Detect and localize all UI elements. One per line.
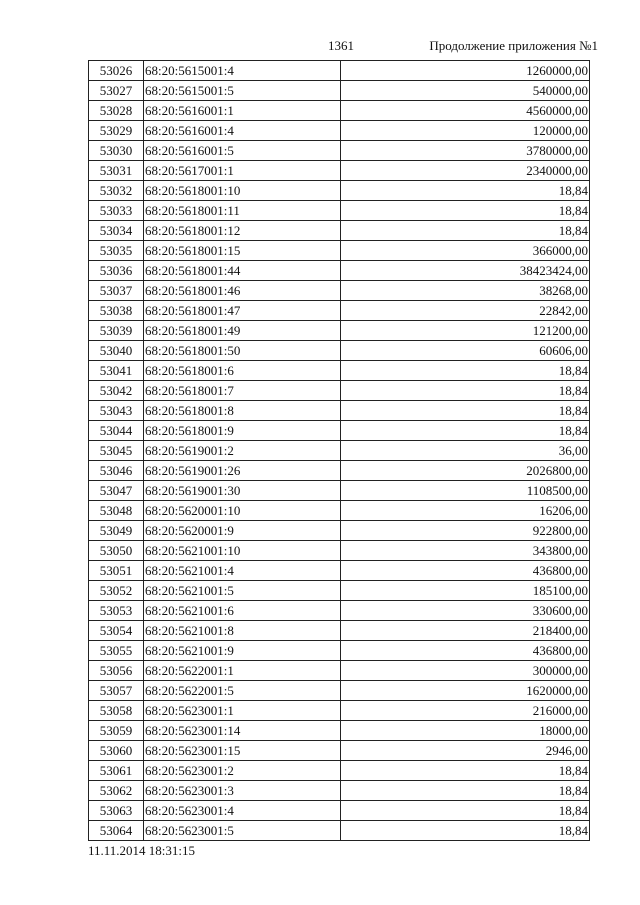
row-number-cell: 53037 xyxy=(89,281,144,301)
row-number-cell: 53060 xyxy=(89,741,144,761)
row-number-cell: 53028 xyxy=(89,101,144,121)
cadastral-number-cell: 68:20:5618001:8 xyxy=(144,401,341,421)
table-row xyxy=(89,61,590,81)
row-number-cell: 53045 xyxy=(89,441,144,461)
table-body xyxy=(89,61,590,841)
table-row xyxy=(89,381,590,401)
row-number-cell: 53064 xyxy=(89,821,144,841)
row-number-cell: 53054 xyxy=(89,621,144,641)
row-number-cell: 53026 xyxy=(89,61,144,81)
row-number-cell: 53056 xyxy=(89,661,144,681)
cadastral-number-cell: 68:20:5618001:12 xyxy=(144,221,341,241)
row-number-cell: 53034 xyxy=(89,221,144,241)
cadastral-number-cell: 68:20:5618001:9 xyxy=(144,421,341,441)
cadastral-number-cell: 68:20:5618001:10 xyxy=(144,181,341,201)
table-row xyxy=(89,561,590,581)
cadastral-number-cell: 68:20:5618001:44 xyxy=(144,261,341,281)
table-row xyxy=(89,661,590,681)
row-number-cell: 53061 xyxy=(89,761,144,781)
cadastral-number-cell: 68:20:5620001:10 xyxy=(144,501,341,521)
row-number-cell: 53046 xyxy=(89,461,144,481)
row-number-cell: 53031 xyxy=(89,161,144,181)
value-cell: 18,84 xyxy=(341,761,590,781)
value-cell: 2340000,00 xyxy=(341,161,590,181)
value-cell: 2946,00 xyxy=(341,741,590,761)
row-number-cell: 53035 xyxy=(89,241,144,261)
value-cell: 218400,00 xyxy=(341,621,590,641)
value-cell: 18,84 xyxy=(341,201,590,221)
row-number-cell: 53049 xyxy=(89,521,144,541)
row-number-cell: 53030 xyxy=(89,141,144,161)
value-cell: 436800,00 xyxy=(341,641,590,661)
table-row xyxy=(89,641,590,661)
table-row xyxy=(89,321,590,341)
cadastral-number-cell: 68:20:5621001:10 xyxy=(144,541,341,561)
value-cell: 300000,00 xyxy=(341,661,590,681)
table-row xyxy=(89,261,590,281)
table-row xyxy=(89,681,590,701)
page-header xyxy=(0,38,640,58)
cadastral-number-cell: 68:20:5618001:46 xyxy=(144,281,341,301)
value-cell: 4560000,00 xyxy=(341,101,590,121)
cadastral-number-cell: 68:20:5619001:30 xyxy=(144,481,341,501)
row-number-cell: 53040 xyxy=(89,341,144,361)
row-number-cell: 53050 xyxy=(89,541,144,561)
cadastral-number-cell: 68:20:5616001:1 xyxy=(144,101,341,121)
cadastral-number-cell: 68:20:5618001:11 xyxy=(144,201,341,221)
cadastral-number-cell: 68:20:5621001:5 xyxy=(144,581,341,601)
row-number-cell: 53047 xyxy=(89,481,144,501)
value-cell: 366000,00 xyxy=(341,241,590,261)
value-cell: 18,84 xyxy=(341,381,590,401)
cadastral-number-cell: 68:20:5617001:1 xyxy=(144,161,341,181)
table-row xyxy=(89,461,590,481)
value-cell: 18,84 xyxy=(341,181,590,201)
value-cell: 436800,00 xyxy=(341,561,590,581)
value-cell: 18,84 xyxy=(341,361,590,381)
row-number-cell: 53027 xyxy=(89,81,144,101)
table-row xyxy=(89,481,590,501)
value-cell: 36,00 xyxy=(341,441,590,461)
row-number-cell: 53063 xyxy=(89,801,144,821)
value-cell: 185100,00 xyxy=(341,581,590,601)
row-number-cell: 53038 xyxy=(89,301,144,321)
table-row xyxy=(89,181,590,201)
table-row xyxy=(89,141,590,161)
value-cell: 18,84 xyxy=(341,801,590,821)
table-row xyxy=(89,241,590,261)
table-row xyxy=(89,601,590,621)
cadastral-number-cell: 68:20:5620001:9 xyxy=(144,521,341,541)
row-number-cell: 53048 xyxy=(89,501,144,521)
value-cell: 18,84 xyxy=(341,401,590,421)
table-row xyxy=(89,621,590,641)
row-number-cell: 53044 xyxy=(89,421,144,441)
table-row xyxy=(89,281,590,301)
table-row xyxy=(89,101,590,121)
cadastral-number-cell: 68:20:5618001:50 xyxy=(144,341,341,361)
table-row xyxy=(89,201,590,221)
row-number-cell: 53042 xyxy=(89,381,144,401)
value-cell: 343800,00 xyxy=(341,541,590,561)
cadastral-number-cell: 68:20:5618001:49 xyxy=(144,321,341,341)
table-row xyxy=(89,781,590,801)
value-cell: 216000,00 xyxy=(341,701,590,721)
value-cell: 60606,00 xyxy=(341,341,590,361)
row-number-cell: 53033 xyxy=(89,201,144,221)
value-cell: 18,84 xyxy=(341,221,590,241)
cadastral-number-cell: 68:20:5623001:2 xyxy=(144,761,341,781)
cadastral-number-cell: 68:20:5621001:4 xyxy=(144,561,341,581)
table-row xyxy=(89,81,590,101)
cadastral-number-cell: 68:20:5618001:7 xyxy=(144,381,341,401)
cadastral-number-cell: 68:20:5623001:3 xyxy=(144,781,341,801)
table-row xyxy=(89,581,590,601)
row-number-cell: 53039 xyxy=(89,321,144,341)
table-row xyxy=(89,401,590,421)
value-cell: 120000,00 xyxy=(341,121,590,141)
row-number-cell: 53036 xyxy=(89,261,144,281)
table-row xyxy=(89,161,590,181)
row-number-cell: 53053 xyxy=(89,601,144,621)
cadastral-number-cell: 68:20:5621001:8 xyxy=(144,621,341,641)
cadastral-number-cell: 68:20:5616001:4 xyxy=(144,121,341,141)
row-number-cell: 53043 xyxy=(89,401,144,421)
row-number-cell: 53041 xyxy=(89,361,144,381)
cadastral-number-cell: 68:20:5622001:1 xyxy=(144,661,341,681)
table-row xyxy=(89,721,590,741)
table-row xyxy=(89,761,590,781)
table-row xyxy=(89,501,590,521)
value-cell: 330600,00 xyxy=(341,601,590,621)
cadastral-number-cell: 68:20:5621001:9 xyxy=(144,641,341,661)
table-row xyxy=(89,741,590,761)
cadastral-number-cell: 68:20:5618001:47 xyxy=(144,301,341,321)
row-number-cell: 53062 xyxy=(89,781,144,801)
value-cell: 3780000,00 xyxy=(341,141,590,161)
value-cell: 1260000,00 xyxy=(341,61,590,81)
cadastral-number-cell: 68:20:5618001:6 xyxy=(144,361,341,381)
value-cell: 16206,00 xyxy=(341,501,590,521)
cadastral-number-cell: 68:20:5619001:2 xyxy=(144,441,341,461)
table-row xyxy=(89,521,590,541)
table-row xyxy=(89,441,590,461)
footer-timestamp: 11.11.2014 18:31:15 xyxy=(88,843,196,858)
value-cell: 1108500,00 xyxy=(341,481,590,501)
row-number-cell: 53055 xyxy=(89,641,144,661)
table-row xyxy=(89,221,590,241)
cadastral-number-cell: 68:20:5623001:4 xyxy=(144,801,341,821)
cadastral-number-cell: 68:20:5622001:5 xyxy=(144,681,341,701)
cadastral-number-cell: 68:20:5615001:4 xyxy=(144,61,341,81)
value-cell: 18,84 xyxy=(341,821,590,841)
value-cell: 38268,00 xyxy=(341,281,590,301)
page-number: 1361 xyxy=(328,38,354,53)
table-row xyxy=(89,541,590,561)
cadastral-number-cell: 68:20:5619001:26 xyxy=(144,461,341,481)
value-cell: 1620000,00 xyxy=(341,681,590,701)
value-cell: 38423424,00 xyxy=(341,261,590,281)
cadastral-number-cell: 68:20:5616001:5 xyxy=(144,141,341,161)
value-cell: 18000,00 xyxy=(341,721,590,741)
value-cell: 540000,00 xyxy=(341,81,590,101)
value-cell: 922800,00 xyxy=(341,521,590,541)
row-number-cell: 53058 xyxy=(89,701,144,721)
table-row xyxy=(89,301,590,321)
value-cell: 2026800,00 xyxy=(341,461,590,481)
cadastral-number-cell: 68:20:5621001:6 xyxy=(144,601,341,621)
cadastral-number-cell: 68:20:5623001:5 xyxy=(144,821,341,841)
row-number-cell: 53052 xyxy=(89,581,144,601)
cadastral-number-cell: 68:20:5623001:1 xyxy=(144,701,341,721)
cadastral-number-cell: 68:20:5618001:15 xyxy=(144,241,341,261)
header-caption: Продолжение приложения №1 xyxy=(429,38,598,53)
table-row xyxy=(89,821,590,841)
value-cell: 121200,00 xyxy=(341,321,590,341)
cadastral-number-cell: 68:20:5623001:14 xyxy=(144,721,341,741)
row-number-cell: 53057 xyxy=(89,681,144,701)
row-number-cell: 53032 xyxy=(89,181,144,201)
row-number-cell: 53059 xyxy=(89,721,144,741)
value-cell: 18,84 xyxy=(341,781,590,801)
table-row xyxy=(89,701,590,721)
cadastral-number-cell: 68:20:5615001:5 xyxy=(144,81,341,101)
table-row xyxy=(89,341,590,361)
value-cell: 22842,00 xyxy=(341,301,590,321)
value-cell: 18,84 xyxy=(341,421,590,441)
table-row xyxy=(89,121,590,141)
data-table xyxy=(88,60,590,841)
table-row xyxy=(89,421,590,441)
row-number-cell: 53029 xyxy=(89,121,144,141)
cadastral-number-cell: 68:20:5623001:15 xyxy=(144,741,341,761)
table-row xyxy=(89,801,590,821)
table-row xyxy=(89,361,590,381)
row-number-cell: 53051 xyxy=(89,561,144,581)
